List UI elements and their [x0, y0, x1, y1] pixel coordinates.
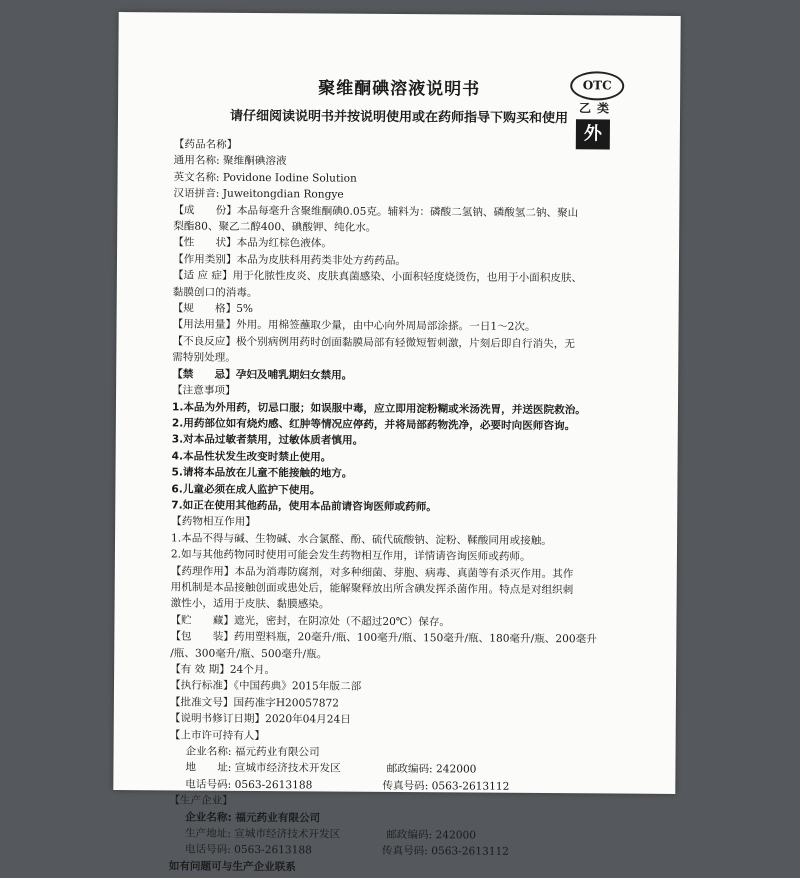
precaution-6: 6.儿童必须在成人监护下使用。 — [171, 482, 321, 496]
section-drug-name: 【药品名称】 — [173, 138, 238, 151]
section-interactions: 【药物相互作用】 — [171, 515, 256, 529]
adverse-reactions: 【不良反应】极个别病例用药时创面黏膜局部有轻微短暂刺激，片刻后即自行消失，无 — [172, 335, 576, 351]
holder-company-name: 企业名称: 福元药业有限公司 — [185, 745, 320, 759]
precaution-4: 4.本品性状发生改变时禁止使用。 — [171, 450, 332, 464]
document-title: 聚维酮碘溶液说明书 — [318, 78, 481, 100]
dosage: 【用法用量】外用。用棉签蘸取少量，由中心向外周局部涂搽。一日1～2次。 — [172, 318, 536, 334]
otc-badge: OTC — [570, 71, 624, 100]
indications: 【适 应 症】用于化脓性皮炎、皮肤真菌感染、小面积轻度烧烫伤，也用于小面积皮肤、 — [172, 269, 583, 285]
packaging: 【包 装】药用塑料瓶，20毫升/瓶、100毫升/瓶、150毫升/瓶、180毫升/瓶、200毫升 — [170, 630, 597, 646]
indications-cont: 黏膜创口的消毒。 — [172, 286, 258, 299]
interaction-2: 2.如与其他药物同时使用可能会发生药物相互作用，详情请咨询医师或药师。 — [170, 548, 531, 564]
precaution-5: 5.请将本品放在儿童不能接触的地方。 — [171, 466, 353, 480]
precaution-7: 7.如正在使用其他药品，使用本品前请咨询医师或药师。 — [171, 499, 437, 514]
precaution-3: 3.对本品过敏者禁用，过敏体质者慎用。 — [171, 433, 364, 448]
contraindications: 【禁 忌】孕妇及哺乳期妇女禁用。 — [172, 368, 353, 382]
external-use-mark: 外 — [576, 119, 610, 149]
holder-fax: 传真号码: 0563-2613112 — [382, 779, 510, 793]
adverse-reactions-cont: 需特别处理。 — [172, 351, 236, 365]
section-precautions: 【注意事项】 — [172, 384, 236, 397]
english-name: 英文名称: Povidone Iodine Solution — [173, 171, 357, 185]
pharmacology: 【药理作用】本品为消毒防腐剂，对多种细菌、芽胞、病毒、真菌等有杀灭作用。其作 — [170, 564, 574, 580]
manufacturer-fax: 传真号码: 0563-2613112 — [381, 845, 510, 859]
manufacturer-phone: 电话号码: 0563-2613188 — [184, 843, 312, 857]
contact-note: 如有问题可与生产企业联系 — [168, 860, 296, 874]
leaflet-sheet — [113, 12, 680, 874]
precaution-1: 1.本品为外用药，切忌口服；如误服中毒，应立即用淀粉糊或米汤洗胃，并送医院救治。 — [171, 400, 586, 416]
manufacturer-postcode: 邮政编码: 242000 — [386, 828, 477, 842]
description: 【性 状】本品为红棕色液体。 — [173, 236, 333, 250]
otc-class-label: 乙类 — [578, 101, 616, 116]
section-manufacturer: 【生产企业】 — [169, 794, 233, 808]
standard: 【执行标准】《中国药典》2015年版二部 — [169, 679, 362, 694]
packaging-cont: /瓶、300毫升/瓶、500毫升/瓶。 — [170, 647, 328, 661]
shelf-life: 【有 效 期】24个月。 — [170, 663, 276, 677]
leaflet-body — [169, 136, 636, 877]
pinyin-name: 汉语拼音: Juweitongdian Rongye — [173, 187, 344, 201]
interaction-1: 1.本品不得与碱、生物碱、水合氯醛、酚、硫代硫酸钠、淀粉、鞣酸同用或接触。 — [171, 532, 552, 547]
composition-cont: 梨酯80、聚乙二醇400、碘酸钾、纯化水。 — [173, 220, 377, 234]
generic-name: 通用名称: 聚维酮碘溶液 — [173, 154, 287, 168]
manufacturer-address: 生产地址: 宣城市经济技术开发区 — [184, 827, 341, 841]
holder-postcode: 邮政编码: 242000 — [386, 763, 477, 777]
revision-date: 【说明书修订日期】2020年04月24日 — [169, 712, 351, 726]
holder-phone: 电话号码: 0563-2613188 — [185, 778, 313, 792]
pharmacology-cont-2: 激性小，适用于皮肤、黏膜感染。 — [170, 597, 330, 611]
composition: 【成 份】本品每毫升含聚维酮碘0.05克。辅料为：磷酸二氢钠、磷酸氢二钠、聚山 — [173, 204, 579, 219]
holder-address: 地 址: 宣城市经济技术开发区 — [185, 761, 341, 776]
category: 【作用类别】本品为皮肤科用药类非处方药药品。 — [172, 253, 407, 267]
pharmacology-cont-1: 用机制是本品接触创面或患处后，能解聚释放出所含碘发挥杀菌作用。特点是对组织刺 — [170, 581, 574, 597]
manufacturer-company-name: 企业名称: 福元药业有限公司 — [185, 811, 321, 825]
specification: 【规 格】5% — [172, 302, 254, 316]
precaution-2: 2.用药部位如有烧灼感、红肿等情况应停药，并将局部药物洗净，必要时向医师咨询。 — [171, 417, 576, 433]
document-subtitle: 请仔细阅读说明书并按说明使用或在药师指导下购买和使用 — [229, 108, 569, 127]
section-license-holder: 【上市许可持有人】 — [169, 729, 266, 742]
approval-number: 【批准文号】国药准字H20057872 — [169, 696, 340, 710]
storage: 【贮 藏】遮光，密封，在阴凉处（不超过20℃）保存。 — [170, 614, 451, 629]
